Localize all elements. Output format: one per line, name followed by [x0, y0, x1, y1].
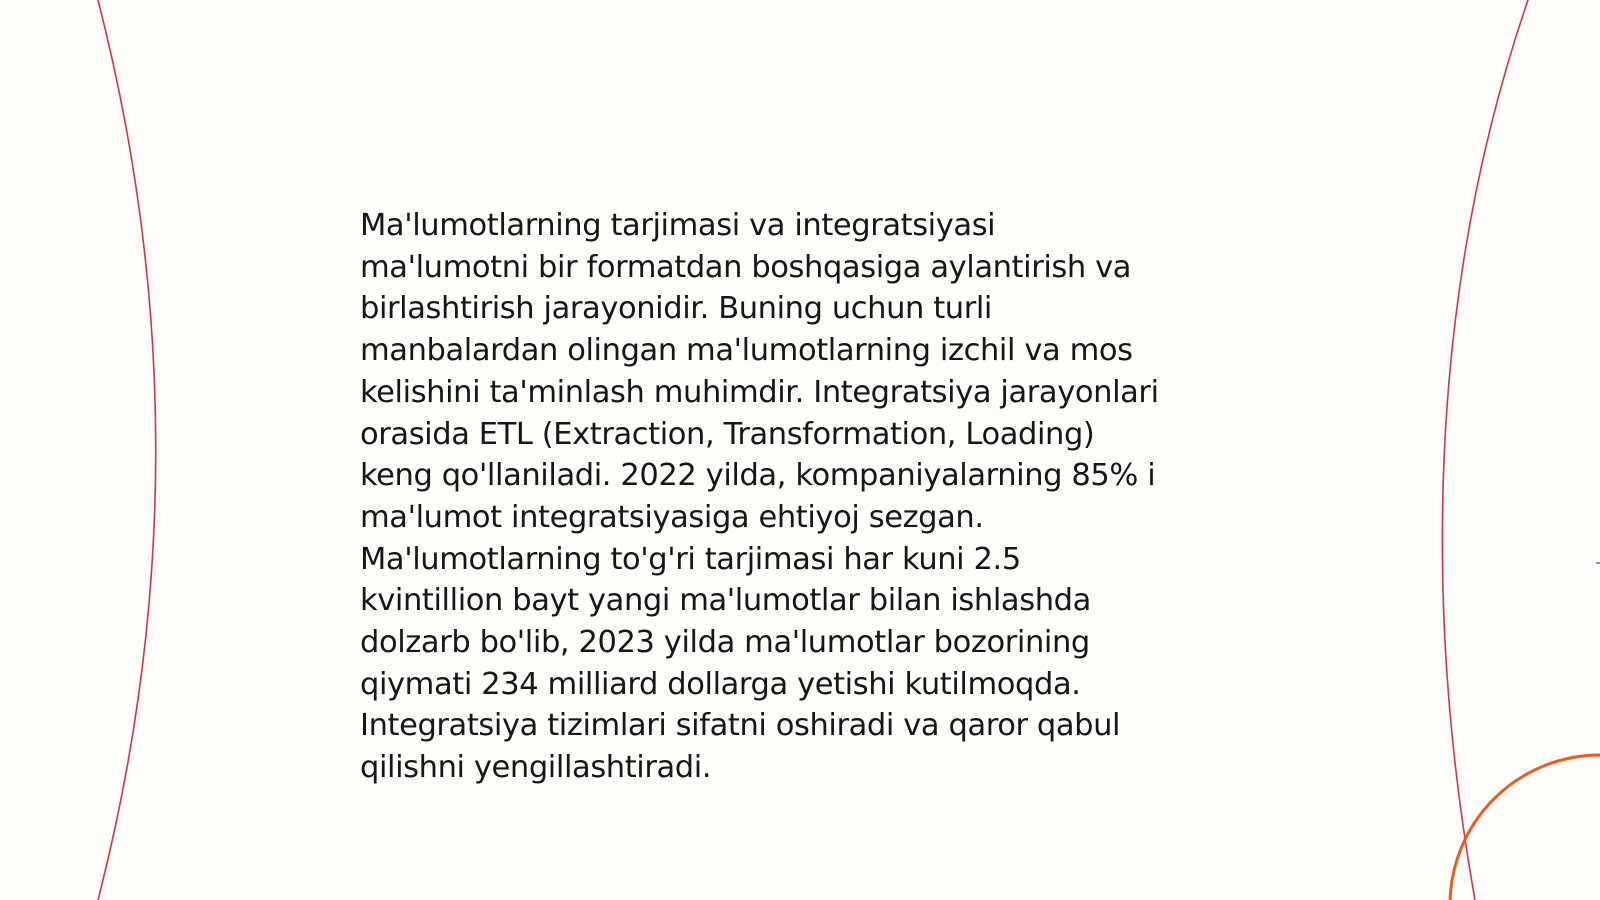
right-red-arc — [1442, 0, 1528, 900]
paragraph-line: qiymati 234 milliard dollarga yetishi kutilmoqda. — [360, 666, 1081, 702]
paragraph-line: kvintillion bayt yangi ma'lumotlar bilan ishlashda — [360, 583, 1091, 619]
paragraph-line: orasida ETL (Extraction, Transformation, Loading) — [360, 416, 1095, 452]
paragraph-line: ma'lumotni bir formatdan boshqasiga aylantirish va — [360, 249, 1132, 285]
paragraph-line: ma'lumot integratsiyasiga ehtiyoj sezgan. — [360, 499, 984, 535]
left-red-arc — [98, 0, 156, 900]
paragraph-line: Integratsiya tizimlari sifatni oshiradi va qaror qabul — [360, 708, 1121, 744]
paragraph-line: Ma'lumotlarning to'g'ri tarjimasi har kuni 2.5 — [360, 541, 1021, 577]
paragraph-line: dolzarb bo'lib, 2023 yilda ma'lumotlar bozorining — [360, 625, 1090, 661]
paragraph-line: keng qo'llaniladi. 2022 yilda, kompaniyalarning 85% i — [360, 458, 1156, 494]
paragraph-line: manbalardan olingan ma'lumotlarning izchil va mos — [360, 333, 1133, 369]
paragraph-line: Ma'lumotlarning tarjimasi va integratsiyasi — [360, 208, 996, 243]
paragraph-line: qilishni yengillashtiradi. — [360, 750, 712, 786]
paragraph-line: kelishini ta'minlash muhimdir. Integratsiya jarayonlari — [360, 374, 1159, 410]
body-paragraph — [360, 205, 1240, 789]
orange-circle-arc — [1450, 755, 1600, 900]
paragraph-line: birlashtirish jarayonidir. Buning uchun turli — [360, 291, 993, 327]
